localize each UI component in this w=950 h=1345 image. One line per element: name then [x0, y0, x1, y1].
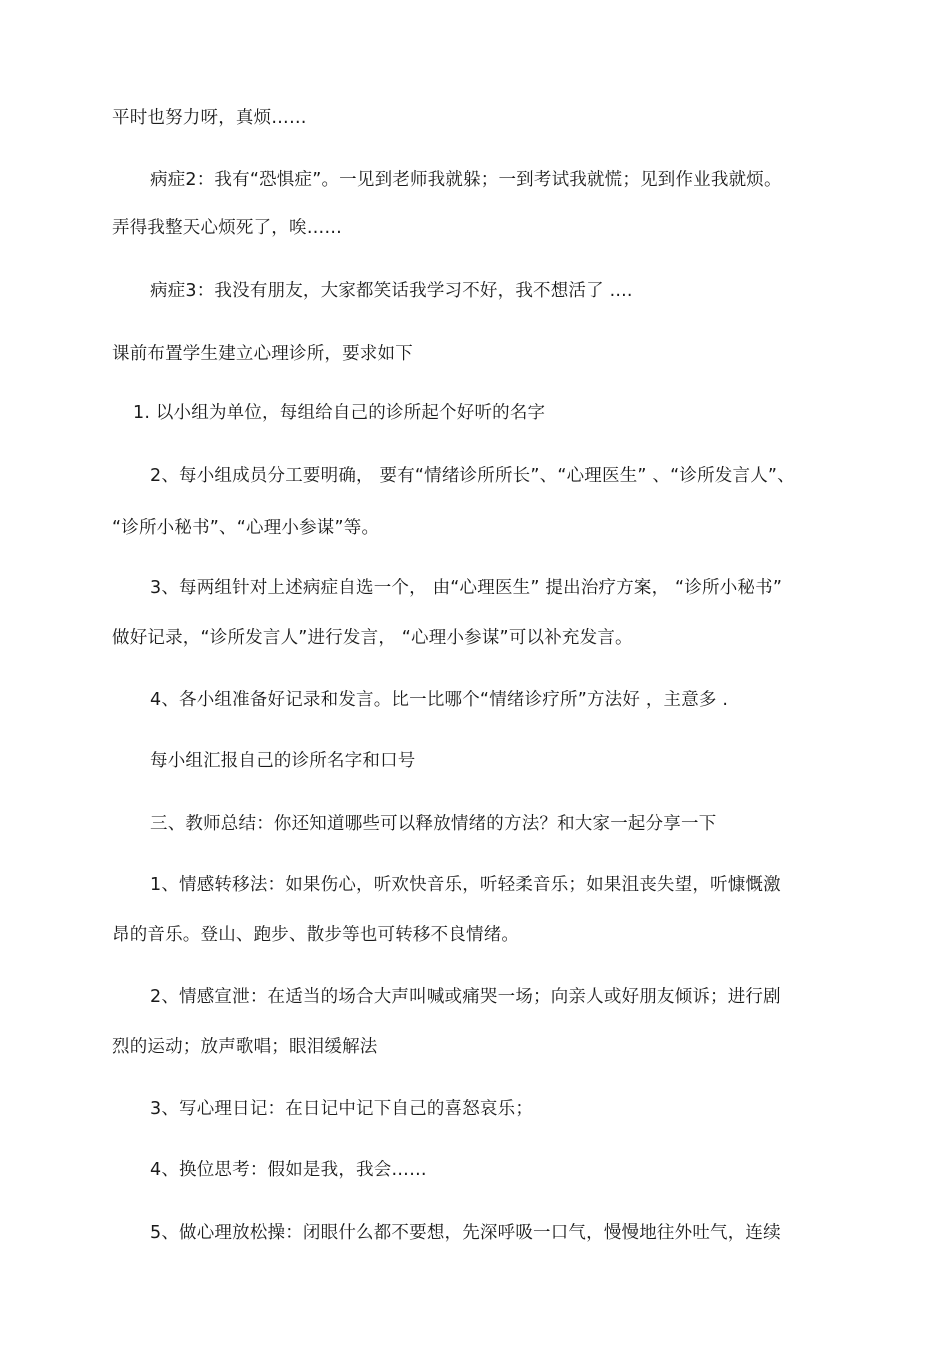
list-item: 4、换位思考：假如是我，我会……	[150, 1160, 427, 1180]
list-item: 3、每两组针对上述病症自选一个， 由“心理医生” 提出治疗方案， “诊所小秘书”	[150, 578, 783, 598]
text-line: 烈的运动；放声歌唱；眼泪缓解法	[112, 1037, 378, 1057]
list-item: 1、情感转移法：如果伤心，听欢快音乐，听轻柔音乐；如果沮丧失望，听慷慨激	[150, 875, 781, 895]
text-line: 病症3：我没有朋友，大家都笑话我学习不好，我不想活了 ....	[150, 281, 633, 301]
list-item: 2、情感宣泄：在适当的场合大声叫喊或痛哭一场；向亲人或好朋友倾诉；进行剧	[150, 987, 781, 1007]
text-line: 每小组汇报自己的诊所名字和口号	[150, 751, 416, 771]
text-line: 平时也努力呀，真烦……	[112, 108, 307, 128]
text-line: 昂的音乐。登山、跑步、散步等也可转移不良情绪。	[112, 925, 520, 945]
list-item: 5、做心理放松操：闭眼什么都不要想，先深呼吸一口气，慢慢地往外吐气，连续	[150, 1223, 781, 1243]
text-line: 课前布置学生建立心理诊所，要求如下	[112, 344, 413, 364]
text-line: 做好记录，“诊所发言人”进行发言， “心理小参谋”可以补充发言。	[112, 628, 633, 648]
section-heading: 三、教师总结：你还知道哪些可以释放情绪的方法？和大家一起分享一下	[150, 814, 717, 834]
list-item: 2、每小组成员分工要明确， 要有“情绪诊所所长”、“心理医生” 、“诊所发言人”、	[150, 466, 795, 486]
text-line: 病症2：我有“恐惧症”。一见到老师我就躲；一到考试我就慌；见到作业我就烦。	[150, 170, 782, 190]
list-item: 4、各小组准备好记录和发言。比一比哪个“情绪诊疗所”方法好 ，主意多 .	[150, 690, 729, 710]
text-line: 弄得我整天心烦死了，唉……	[112, 218, 343, 238]
text-line: “诊所小秘书”、“心理小参谋”等。	[112, 518, 380, 538]
list-item: 3、写心理日记：在日记中记下自己的喜怒哀乐；	[150, 1099, 534, 1119]
list-item: 1. 以小组为单位，每组给自己的诊所起个好听的名字	[133, 403, 546, 423]
